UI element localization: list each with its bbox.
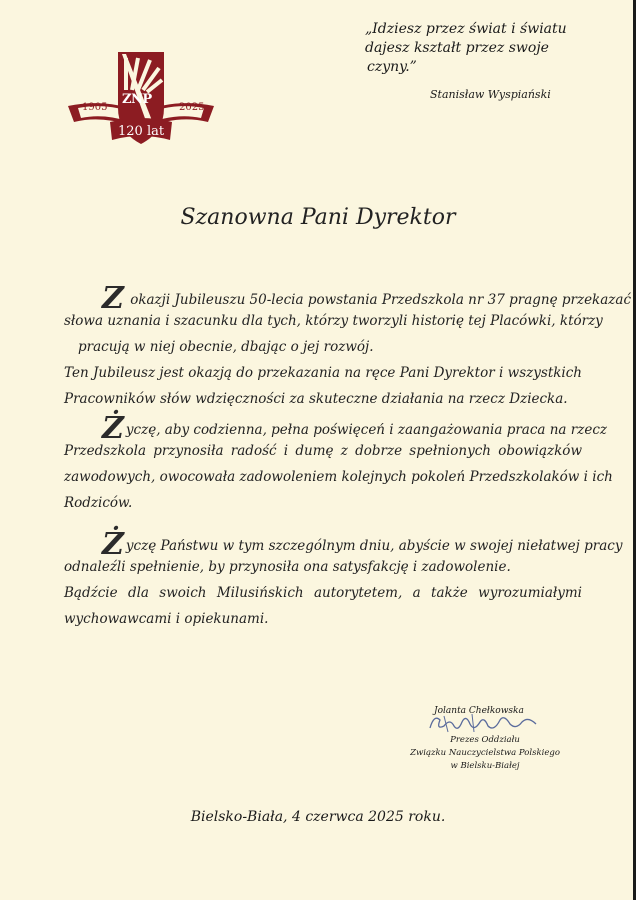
paragraph-line: Życzę Państwu w tym szczególnym dniu, abyście w swojej niełatwej pracy bbox=[102, 527, 623, 562]
quote-line: czyny.” bbox=[367, 59, 417, 75]
handwritten-signature-icon bbox=[424, 710, 544, 736]
paragraph-line: wychowawcami i opiekunami. bbox=[64, 611, 269, 627]
signatory-role: Prezes Oddziału Związku Nauczycielstwa Polskiego w Bielsku-Białej bbox=[410, 735, 560, 771]
paragraph-line: Przedszkola przynosiła radość i dumę z dobrze spełnionych obowiązków bbox=[64, 443, 582, 459]
paragraph-line: Bądźcie dla swoich Milusińskich autorytetem, a także wyrozumiałymi bbox=[64, 585, 582, 601]
znp-logo bbox=[66, 48, 216, 148]
paragraph-line: Ten Jubileusz jest okazją do przekazania na ręce Pani Dyrektor i wszystkich bbox=[64, 365, 582, 381]
paragraph-line: odnaleźli spełnienie, by przynosiła ona satysfakcję i zadowolenie. bbox=[64, 559, 511, 575]
logo-year-start: 1905 bbox=[82, 102, 108, 113]
paragraph-line: słowa uznania i szacunku dla tych, którzy tworzyli historię tej Placówki, którzy bbox=[64, 313, 603, 329]
paragraph-2 bbox=[64, 411, 613, 516]
letter-greeting: Szanowna Pani Dyrektor bbox=[180, 205, 456, 230]
signatory-name: Jolanta Chełkowska bbox=[434, 706, 524, 716]
paragraph-line: pracują w niej obecnie, dbając o jej rozwój. bbox=[78, 339, 374, 355]
quote-author: Stanisław Wyspiański bbox=[430, 88, 551, 101]
paragraph-3 bbox=[64, 527, 623, 632]
epigraph-quote bbox=[365, 20, 585, 77]
logo-letters: ZNP bbox=[122, 92, 152, 107]
paragraph-line: Życzę, aby codzienna, pełna poświęceń i zaangażowania praca na rzecz bbox=[102, 411, 608, 446]
drop-cap: Ż bbox=[102, 411, 124, 446]
paragraph-1 bbox=[64, 281, 632, 412]
logo-year-end: 2025 bbox=[179, 102, 205, 113]
paragraph-line: zawodowych, owocowała zadowoleniem kolejnych pokoleń Przedszkolaków i ich bbox=[64, 469, 613, 485]
paragraph-line: Pracowników słów wdzięczności za skuteczne działania na rzecz Dziecka. bbox=[64, 391, 568, 407]
drop-cap: Ż bbox=[102, 527, 124, 562]
quote-line: „Idziesz przez świat i światu bbox=[365, 21, 567, 37]
drop-cap: Z bbox=[102, 281, 124, 316]
logo-anniversary: 120 lat bbox=[118, 124, 165, 139]
place-and-date: Bielsko-Biała, 4 czerwca 2025 roku. bbox=[190, 809, 446, 825]
quote-line: dajesz kształt przez swoje bbox=[365, 40, 549, 56]
paragraph-line: Rodziców. bbox=[64, 495, 133, 511]
paragraph-line: Z okazji Jubileuszu 50-lecia powstania Przedszkola nr 37 pragnę przekazać bbox=[102, 281, 632, 316]
